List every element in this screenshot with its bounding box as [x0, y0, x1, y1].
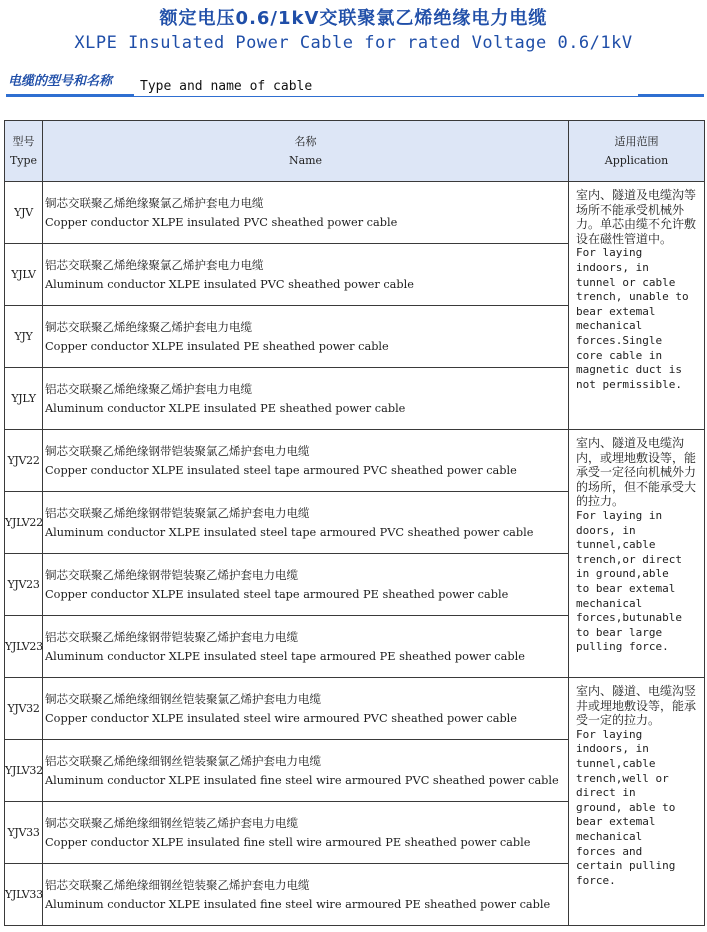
cable-name-en: Copper conductor XLPE insulated fine stell wire armoured PE sheathed power cable: [45, 835, 531, 849]
cable-type: YJV32: [5, 678, 43, 740]
cable-name-cn: 铝芯交联聚乙烯绝缘细钢丝铠装聚氯乙烯护套电力电缆: [45, 753, 321, 768]
cable-name-cn: 铝芯交联聚乙烯绝缘细钢丝铠装聚乙烯护套电力电缆: [45, 877, 310, 892]
cable-name-cn: 铜芯交联聚乙烯绝缘钢带铠装聚氯乙烯护套电力电缆: [45, 443, 310, 458]
table-row: [5, 182, 705, 244]
application-en: For laying indoors, in tunnel,cable trench,well or direct in ground, able to bear extemal mechanical forces and certain pulling force.: [576, 727, 676, 887]
cable-name-en: Aluminum conductor XLPE insulated fine steel wire armoured PVC sheathed power cable: [45, 773, 559, 787]
cable-name-cn: 铝芯交联聚乙烯绝缘聚氯乙烯护套电力电缆: [45, 257, 264, 272]
section-divider: [134, 96, 638, 97]
cable-name-cn: 铜芯交联聚乙烯绝缘钢带铠装聚乙烯护套电力电缆: [45, 567, 298, 582]
cable-type: YJV23: [5, 554, 43, 616]
cable-name-cn: 铜芯交联聚乙烯绝缘聚氯乙烯护套电力电缆: [45, 195, 264, 210]
cable-type: YJV22: [5, 430, 43, 492]
application-cell: [569, 678, 705, 926]
cable-type: YJLV22: [5, 492, 43, 554]
cable-type: YJLV: [5, 244, 43, 306]
application-en: For laying in doors, in tunnel,cable trench,or direct in ground,able to bear extemal mechanical forces,butunable to bear large pulling force.: [576, 508, 682, 654]
cable-name-en: Aluminum conductor XLPE insulated PE sheathed power cable: [45, 401, 406, 415]
cable-name-en: Aluminum conductor XLPE insulated steel tape armoured PVC sheathed power cable: [45, 525, 534, 539]
cable-type-table: [4, 120, 705, 926]
application-cn: 室内、隧道及电缆沟内，或埋地敷设等，能承受一定径向机械外力的场所，但不能承受大的拉力。: [576, 436, 697, 509]
application-cell: [569, 182, 705, 430]
cable-type: YJV33: [5, 802, 43, 864]
header-type-en: Type: [9, 154, 38, 167]
cable-name-en: Aluminum conductor XLPE insulated steel tape armoured PE sheathed power cable: [45, 649, 525, 663]
cable-name: [43, 864, 569, 926]
cable-name-en: Aluminum conductor XLPE insulated fine steel wire armoured PE sheathed power cable: [45, 897, 551, 911]
cable-name-cn: 铝芯交联聚乙烯绝缘钢带铠装聚乙烯护套电力电缆: [45, 629, 298, 644]
cable-type: YJLV32: [5, 740, 43, 802]
cable-name-cn: 铝芯交联聚乙烯绝缘钢带铠装聚氯乙烯护套电力电缆: [45, 505, 310, 520]
cable-name-en: Copper conductor XLPE insulated PE sheathed power cable: [45, 339, 389, 353]
header-app-cn: 适用范围: [614, 135, 659, 148]
header-application: [569, 121, 705, 182]
cable-name: [43, 182, 569, 244]
cable-name: [43, 368, 569, 430]
cable-name-cn: 铜芯交联聚乙烯绝缘细钢丝铠装乙烯护套电力电缆: [45, 815, 298, 830]
cable-name-cn: 铝芯交联聚乙烯绝缘聚乙烯护套电力电缆: [45, 381, 252, 396]
cable-name: [43, 616, 569, 678]
cable-name-en: Copper conductor XLPE insulated steel tape armoured PVC sheathed power cable: [45, 463, 517, 477]
cable-type: YJY: [5, 306, 43, 368]
header-name-en: Name: [288, 154, 323, 167]
header-name: [43, 121, 569, 182]
cable-type: YJLV23: [5, 616, 43, 678]
section-underline-right: [638, 94, 704, 97]
cable-name-en: Aluminum conductor XLPE insulated PVC sheathed power cable: [45, 277, 414, 291]
application-cn: 室内、隧道及电缆沟等场所不能承受机械外力。单芯由缆不允许敷设在磁性管道中。: [576, 188, 697, 246]
header-type-cn: 型号: [12, 135, 35, 148]
table-header-row: [5, 121, 705, 182]
header-app-en: Application: [604, 154, 669, 167]
cable-name: [43, 430, 569, 492]
cable-name: [43, 306, 569, 368]
section-label-cn: 电缆的型号和名称: [8, 74, 113, 89]
cable-name-en: Copper conductor XLPE insulated steel tape armoured PE sheathed power cable: [45, 587, 509, 601]
cable-name: [43, 554, 569, 616]
table-row: [5, 430, 705, 492]
cable-name: [43, 802, 569, 864]
cable-type: YJV: [5, 182, 43, 244]
application-en: For laying indoors, in tunnel or cable trench, unable to bear extemal mechanical forces.Single core cable in magnetic duct is not permissible.: [576, 246, 689, 391]
cable-name: [43, 678, 569, 740]
cable-name-en: Copper conductor XLPE insulated steel wire armoured PVC sheathed power cable: [45, 711, 517, 725]
cable-name: [43, 740, 569, 802]
page-title-en: XLPE Insulated Power Cable for rated Voltage 0.6/1kV: [74, 33, 633, 53]
cable-type: YJLV33: [5, 864, 43, 926]
cable-type: YJLY: [5, 368, 43, 430]
header-name-cn: 名称: [294, 135, 317, 148]
section-underline-left: [6, 94, 134, 97]
cable-name-en: Copper conductor XLPE insulated PVC sheathed power cable: [45, 215, 398, 229]
cable-name-cn: 铜芯交联聚乙烯绝缘聚乙烯护套电力电缆: [45, 319, 252, 334]
header-type: [5, 121, 43, 182]
page-title-cn: 额定电压0.6/1kV交联聚氯乙烯绝缘电力电缆: [159, 8, 548, 29]
cable-name: [43, 244, 569, 306]
application-cell: [569, 430, 705, 678]
cable-name: [43, 492, 569, 554]
section-label-en: Type and name of cable: [140, 79, 313, 94]
cable-name-cn: 铜芯交联聚乙烯绝缘细钢丝铠装聚氯乙烯护套电力电缆: [45, 691, 321, 706]
application-cn: 室内、隧道、电缆沟竖井或埋地敷设等，能承受一定的拉力。: [576, 684, 697, 728]
table-row: [5, 678, 705, 740]
